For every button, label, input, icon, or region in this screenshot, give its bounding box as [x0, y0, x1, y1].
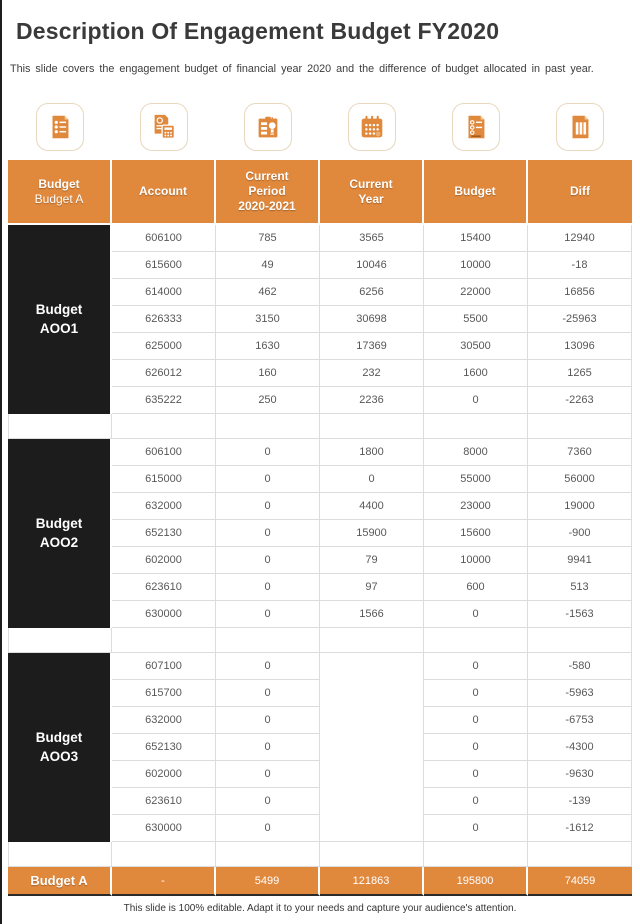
spacer-cell — [8, 842, 112, 867]
column-header: Current Year — [320, 160, 424, 225]
table-cell: 1600 — [424, 360, 528, 387]
table-cell: 0 — [216, 547, 320, 574]
table-body — [8, 225, 632, 896]
table-cell: 513 — [528, 574, 632, 601]
table-cell: 625000 — [112, 333, 216, 360]
column-header: Budget Budget A — [8, 160, 112, 225]
table-row — [8, 225, 632, 252]
total-row — [8, 867, 632, 896]
spacer-cell — [320, 414, 424, 439]
budget-list-document-icon — [36, 103, 84, 151]
table-cell: 626012 — [112, 360, 216, 387]
table-cell: 615600 — [112, 252, 216, 279]
table-cell: 0 — [424, 680, 528, 707]
table-cell: 0 — [216, 734, 320, 761]
column-header: Account — [112, 160, 216, 225]
table-cell: 0 — [320, 466, 424, 493]
column-header: Current Period 2020-2021 — [216, 160, 320, 225]
table-cell: 1566 — [320, 601, 424, 628]
table-cell: -900 — [528, 520, 632, 547]
table-cell: -18 — [528, 252, 632, 279]
table-cell: 15600 — [424, 520, 528, 547]
table-cell: 30698 — [320, 306, 424, 333]
table-cell: 602000 — [112, 547, 216, 574]
table-cell: 79 — [320, 547, 424, 574]
table-cell: 0 — [424, 707, 528, 734]
table-cell: 1800 — [320, 439, 424, 466]
table-cell: 160 — [216, 360, 320, 387]
table-cell: 3565 — [320, 225, 424, 252]
table-cell: 652130 — [112, 734, 216, 761]
table-cell: 623610 — [112, 574, 216, 601]
table-cell: 632000 — [112, 707, 216, 734]
table-cell: 602000 — [112, 761, 216, 788]
spacer-cell — [424, 628, 528, 653]
table-cell: 23000 — [424, 493, 528, 520]
spacer-cell — [112, 414, 216, 439]
table-cell: 607100 — [112, 653, 216, 680]
table-row — [8, 439, 632, 466]
table-cell: 22000 — [424, 279, 528, 306]
spacer-cell — [528, 628, 632, 653]
table-cell: 7360 — [528, 439, 632, 466]
table-cell: 0 — [216, 761, 320, 788]
table-cell: 0 — [424, 788, 528, 815]
table-cell: 56000 — [528, 466, 632, 493]
table-cell: 623610 — [112, 788, 216, 815]
column-header: Budget — [424, 160, 528, 225]
table-cell: 0 — [424, 761, 528, 788]
table-cell: -6753 — [528, 707, 632, 734]
table-cell: -25963 — [528, 306, 632, 333]
total-cell: 74059 — [528, 867, 632, 896]
table-cell: 606100 — [112, 439, 216, 466]
table-cell: 10000 — [424, 547, 528, 574]
spacer-cell — [528, 414, 632, 439]
spacer-cell — [320, 628, 424, 653]
total-cell: 5499 — [216, 867, 320, 896]
table-cell: 12940 — [528, 225, 632, 252]
column-header: Diff — [528, 160, 632, 225]
section-label: Budget AOO3 — [8, 653, 112, 842]
table-header — [8, 160, 632, 225]
table-cell: 5500 — [424, 306, 528, 333]
table-cell: 615000 — [112, 466, 216, 493]
idea-checklist-icon — [244, 103, 292, 151]
table-cell: -1563 — [528, 601, 632, 628]
table-cell: 1630 — [216, 333, 320, 360]
table-cell: 0 — [424, 734, 528, 761]
table-cell: 10000 — [424, 252, 528, 279]
table-cell: 0 — [216, 815, 320, 842]
table-cell: 250 — [216, 387, 320, 414]
table-cell: 4400 — [320, 493, 424, 520]
total-cell: - — [112, 867, 216, 896]
table-cell: 15400 — [424, 225, 528, 252]
header-row — [8, 160, 632, 225]
table-cell: 0 — [424, 601, 528, 628]
spacer-cell — [216, 414, 320, 439]
calendar-icon — [348, 103, 396, 151]
table-cell: -5963 — [528, 680, 632, 707]
table-cell: 0 — [424, 387, 528, 414]
table-cell: 97 — [320, 574, 424, 601]
table-cell: 0 — [216, 653, 320, 680]
table-cell: -4300 — [528, 734, 632, 761]
table-cell: 0 — [216, 574, 320, 601]
table-cell: 0 — [216, 520, 320, 547]
table-cell: 19000 — [528, 493, 632, 520]
table-cell: 606100 — [112, 225, 216, 252]
page-title: Description Of Engagement Budget FY2020 — [16, 18, 500, 44]
table-cell: 30500 — [424, 333, 528, 360]
table-cell: -580 — [528, 653, 632, 680]
slide-caption: This slide is 100% editable. Adapt it to your needs and capture your audience's attention. — [123, 903, 517, 914]
table-cell: -139 — [528, 788, 632, 815]
spacer-row — [8, 842, 632, 867]
slide-subtitle: This slide covers the engagement budget of financial year 2020 and the difference of budget allocated in past year. — [10, 63, 594, 75]
total-cell: 121863 — [320, 867, 424, 896]
section-label: Budget AOO2 — [8, 439, 112, 628]
table-cell: 0 — [216, 439, 320, 466]
checklist-document-icon — [452, 103, 500, 151]
table-cell: -1612 — [528, 815, 632, 842]
spacer-row — [8, 628, 632, 653]
table-cell: 9941 — [528, 547, 632, 574]
table-cell: 0 — [216, 707, 320, 734]
total-row-label: Budget A — [8, 867, 112, 896]
slide-left-border — [0, 0, 2, 924]
table-cell: 600 — [424, 574, 528, 601]
table-cell: 632000 — [112, 493, 216, 520]
spacer-cell — [424, 842, 528, 867]
spacer-cell — [8, 628, 112, 653]
merged-empty-cell — [320, 653, 424, 842]
spacer-cell — [320, 842, 424, 867]
total-cell: 195800 — [424, 867, 528, 896]
table-cell: 6256 — [320, 279, 424, 306]
table-cell: 49 — [216, 252, 320, 279]
icons-row — [8, 103, 632, 151]
spacer-cell — [216, 628, 320, 653]
spacer-cell — [424, 414, 528, 439]
table-cell: 16856 — [528, 279, 632, 306]
table-cell: 232 — [320, 360, 424, 387]
table-cell: 0 — [216, 680, 320, 707]
table-cell: 635222 — [112, 387, 216, 414]
table-cell: 614000 — [112, 279, 216, 306]
table-cell: 0 — [216, 601, 320, 628]
spacer-row — [8, 414, 632, 439]
table-cell: 0 — [216, 466, 320, 493]
table-cell: 15900 — [320, 520, 424, 547]
table-cell: 8000 — [424, 439, 528, 466]
bar-chart-report-icon — [556, 103, 604, 151]
spacer-cell — [216, 842, 320, 867]
table-cell: 462 — [216, 279, 320, 306]
table-cell: 17369 — [320, 333, 424, 360]
table-cell: 630000 — [112, 815, 216, 842]
table-cell: 0 — [424, 653, 528, 680]
budget-table — [8, 160, 632, 896]
table-cell: 1265 — [528, 360, 632, 387]
table-cell: 55000 — [424, 466, 528, 493]
table-cell: 630000 — [112, 601, 216, 628]
spacer-cell — [112, 842, 216, 867]
table-cell: 3150 — [216, 306, 320, 333]
table-cell: 0 — [216, 493, 320, 520]
section-label: Budget AOO1 — [8, 225, 112, 414]
table-cell: 615700 — [112, 680, 216, 707]
table-cell: -2263 — [528, 387, 632, 414]
finance-calculator-icon — [140, 103, 188, 151]
spacer-cell — [8, 414, 112, 439]
table-row — [8, 653, 632, 680]
table-cell: -9630 — [528, 761, 632, 788]
table-cell: 10046 — [320, 252, 424, 279]
table-cell: 626333 — [112, 306, 216, 333]
spacer-cell — [112, 628, 216, 653]
table-cell: 0 — [424, 815, 528, 842]
table-cell: 0 — [216, 788, 320, 815]
table-cell: 785 — [216, 225, 320, 252]
table-cell: 652130 — [112, 520, 216, 547]
table-cell: 2236 — [320, 387, 424, 414]
table-cell: 13096 — [528, 333, 632, 360]
spacer-cell — [528, 842, 632, 867]
